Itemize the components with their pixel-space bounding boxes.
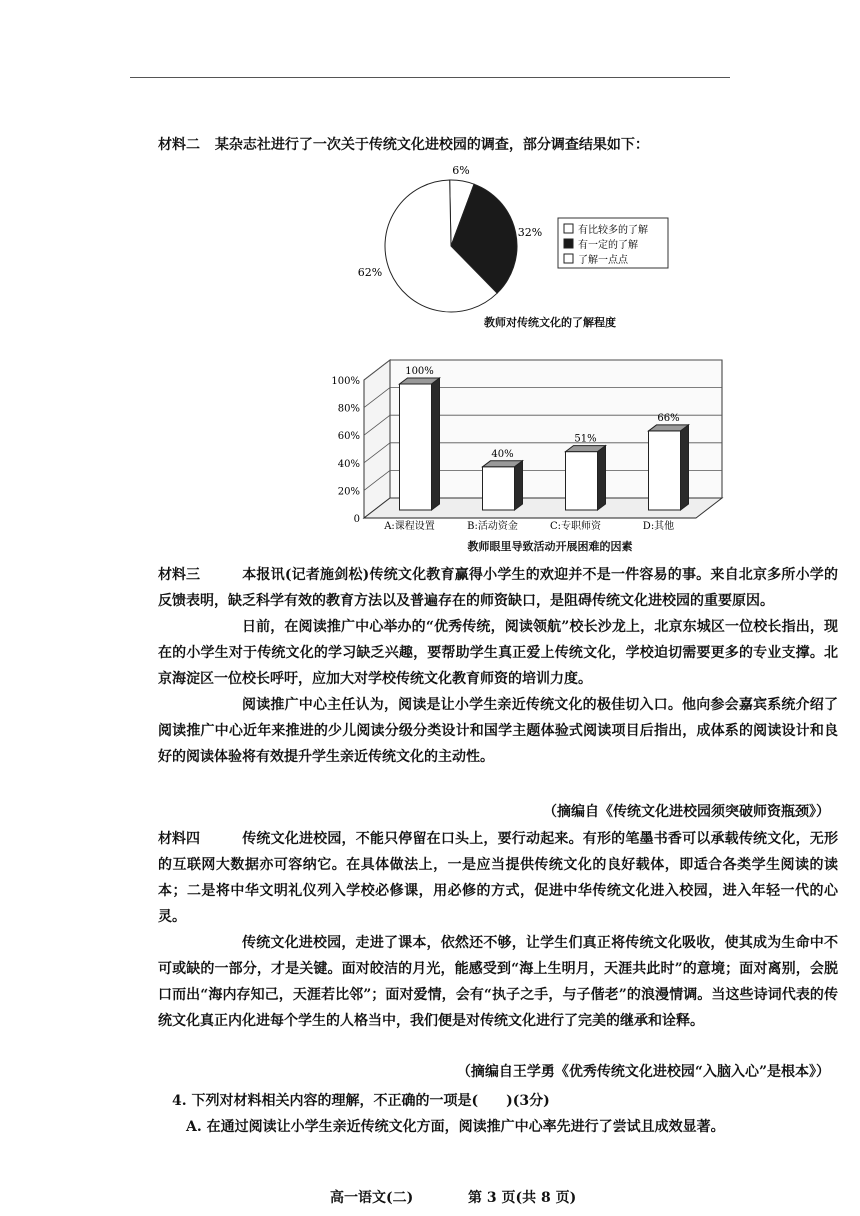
question-option-a: A. 在通过阅读让小学生亲近传统文化方面，阅读推广中心率先进行了尝试且成效显著。 (186, 1119, 725, 1135)
x-tick-label: B:活动资金 (467, 521, 518, 532)
material3-source: （摘编自《传统文化进校园须突破师资瓶颈》） (543, 804, 830, 820)
y-tick-label: 60% (337, 431, 360, 443)
y-tick-label: 20% (337, 486, 360, 498)
top-rule (130, 77, 730, 78)
bar-side (681, 425, 689, 510)
pie-value-label: 62% (357, 266, 383, 279)
material3-p2: 日前，在阅读推广中心举办的“优秀传统，阅读领航”校长沙龙上，北京东城区一位校长指出，现在的小学生对于传统文化的学习缺乏兴趣，要帮助学生真正爱上传统文化，学校迫切需要更多的专业支撑。北京海淀区一位校长呼吁，应加大对学校传统文化教育师资的培训力度。 (158, 619, 838, 687)
material4-p1: 传统文化进校园，不能只停留在口头上，要行动起来。有形的笔墨书香可以承载传统文化，无形的互联网大数据亦可容纳它。在具体做法上，一是应当提供传统文化的良好载体，即适合各类学生阅读的读本；二是将中华文明礼仪列入学校必修课，用必修的方式，促进中华传统文化进入校园，进入年轻一代的心灵。 (158, 831, 838, 925)
bar-top (566, 446, 606, 452)
material3 (158, 562, 838, 770)
bar-value-label: 51% (574, 433, 597, 445)
x-tick-label: D:其他 (642, 521, 675, 532)
legend-swatch (564, 224, 573, 233)
bar-side (515, 461, 523, 510)
x-tick-label: C:专职师资 (549, 521, 602, 532)
bar-4 (649, 425, 689, 510)
footer-page: 第 3 页(共 8 页) (468, 1190, 577, 1206)
pie-chart-title: 教师对传统文化的了解程度 (484, 316, 616, 329)
legend-label: 有比较多的了解 (578, 225, 648, 236)
bar-2 (483, 461, 523, 510)
material2-intro (158, 134, 649, 154)
y-tick-label: 0 (353, 514, 360, 525)
bar-front (400, 384, 432, 510)
material4-tag: 材料四 (158, 831, 200, 847)
pie-slices (385, 180, 517, 312)
bar-side (432, 378, 440, 510)
side-wall (364, 360, 390, 518)
pie-legend (558, 218, 668, 268)
bar-value-label: 66% (657, 412, 680, 424)
bar-side (598, 446, 606, 510)
material4-source: （摘编自王学勇《优秀传统文化进校园“入脑入心”是根本》） (456, 1064, 830, 1080)
bar-value-label: 100% (405, 366, 434, 377)
x-tick-label: A:课程设置 (384, 521, 435, 532)
bar-top (400, 378, 440, 384)
legend-label: 有一定的了解 (578, 240, 638, 251)
bar-chart (320, 350, 740, 550)
legend-label: 了解一点点 (578, 255, 628, 266)
material3-p1: 本报讯(记者施剑松)传统文化教育赢得小学生的欢迎并不是一件容易的事。来自北京多所小学的反馈表明，缺乏科学有效的教育方法以及普遍存在的师资缺口，是阻碍传统文化进校园的重要原因。 (158, 567, 838, 609)
bar-front (649, 431, 681, 510)
bar-chart-title: 教师眼里导致活动开展困难的因素 (467, 540, 633, 553)
bar-value-label: 40% (491, 448, 514, 460)
pie-chart (340, 160, 700, 330)
legend-swatch (564, 254, 573, 263)
y-tick-label: 40% (337, 458, 360, 470)
y-tick-label: 80% (337, 403, 360, 415)
bar-top (649, 425, 689, 431)
bar-top (483, 461, 523, 467)
question-stem: 4. 下列对材料相关内容的理解，不正确的一项是( )(3分) (172, 1093, 550, 1109)
material4 (158, 826, 838, 1034)
y-tick-label: 100% (331, 376, 360, 387)
material2-tag: 材料二 (158, 137, 200, 153)
material4-p2: 传统文化进校园，走进了课本，依然还不够，让学生们真正将传统文化吸收，使其成为生命中不可或缺的一部分，才是关键。面对皎洁的月光，能感受到“海上生明月，天涯共此时”的意境；面对离别，会脱口而出“海内存知己，天涯若比邻”；面对爱情，会有“执子之手，与子偕老”的浪漫情调。当这些诗词代表的传统文化真正内化进每个学生的人格当中，我们便是对传统文化进行了完美的继承和诠释。 (158, 935, 838, 1029)
material2-text: 某杂志社进行了一次关于传统文化进校园的调查，部分调查结果如下： (214, 137, 649, 153)
bar-front (566, 452, 598, 510)
material3-p3: 阅读推广中心主任认为，阅读是让小学生亲近传统文化的极佳切入口。他向参会嘉宾系统介绍了阅读推广中心近年来推进的少儿阅读分级分类设计和国学主题体验式阅读项目后指出，成体系的阅读设计和良好的阅读体验将有效提升学生亲近传统文化的主动性。 (158, 697, 838, 765)
bar-1 (400, 378, 440, 510)
bar-3 (566, 446, 606, 510)
pie-value-label: 6% (452, 164, 470, 177)
bar-front (483, 467, 515, 510)
legend-swatch (564, 239, 573, 248)
material3-tag: 材料三 (158, 567, 200, 583)
pie-value-label: 32% (517, 226, 543, 239)
footer-subject: 高一语文(二) (330, 1190, 414, 1206)
